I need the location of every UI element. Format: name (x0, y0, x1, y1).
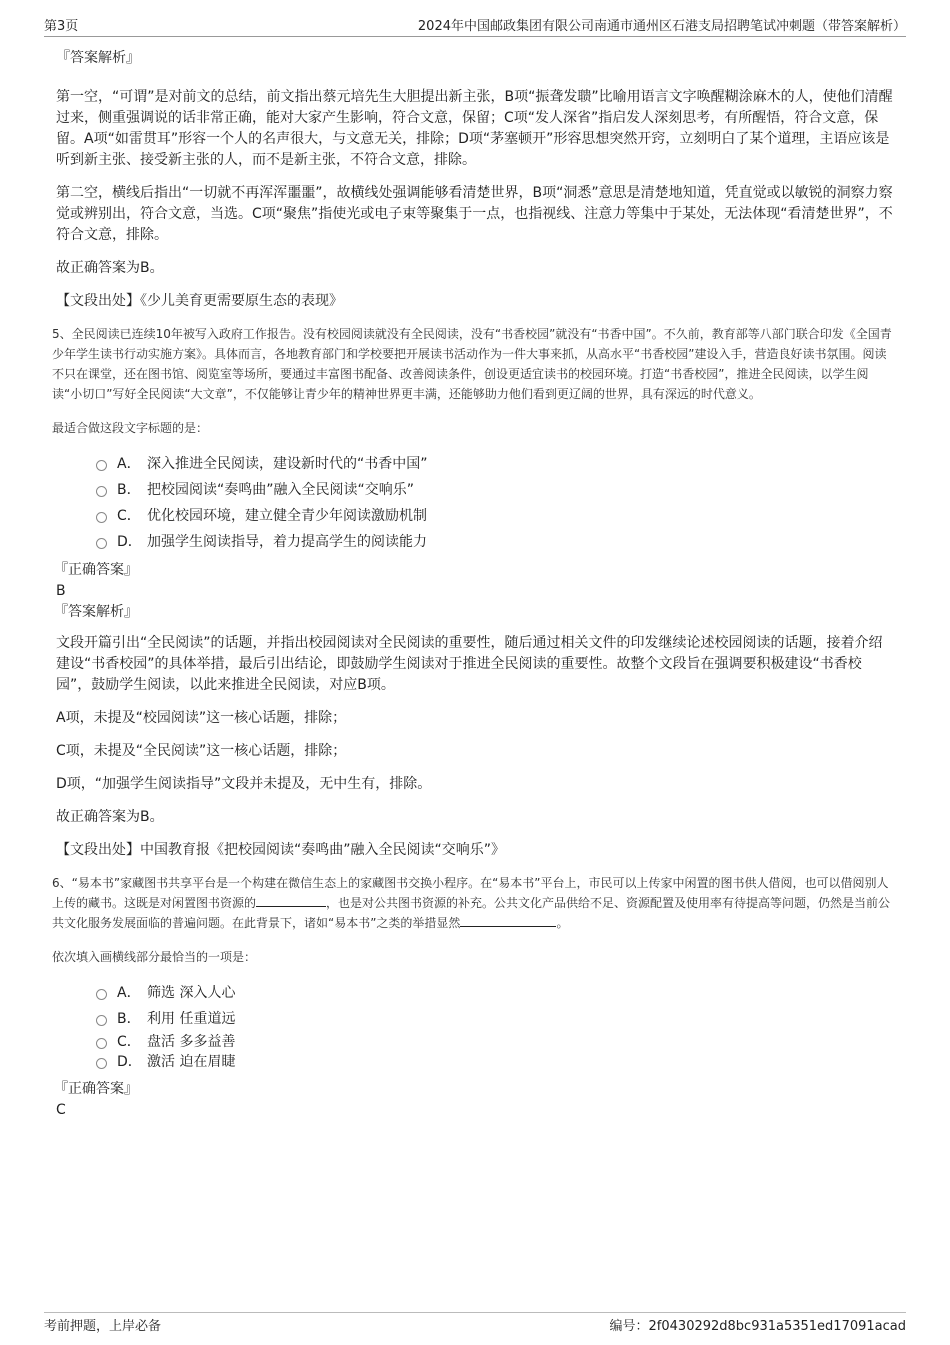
document-id: 编号：2f0430292d8bc931a5351ed17091acad (609, 1319, 906, 1334)
q5-question: 最适合做这段文字标题的是： (52, 421, 209, 435)
q6-option-c[interactable]: C． 盘活 多多益善 (96, 1031, 894, 1051)
page-number: 第3页 (44, 19, 79, 34)
q5-note-d: D项，“加强学生阅读指导”文段并未提及，无中生有，排除。 (56, 776, 432, 792)
q6-option-a[interactable]: A． 筛选 深入人心 (96, 979, 894, 1005)
q6-stem: 6、“易本书”家藏图书共享平台是一个构建在微信生态上的家藏图书交换小程序。在“易本书”平台上，市民可以上传家中闲置的图书供人借阅，也可以借阅别人上传的藏书。这既是对闲置图书资源的 ，也是对公共图书资源的补充。公共文化产品供给不足、资源配置及使用率有待提高等问题，仍然是当前公共文化服务发展面临的普遍问题。在此背景下，诸如“易本书”之类的举措显然 。 (52, 876, 891, 930)
q5-option-c[interactable]: C． 优化校园环境，建立健全青少年阅读激励机制 (96, 502, 894, 528)
q5-analysis: 文段开篇引出“全民阅读”的话题，并指出校园阅读对全民阅读的重要性，随后通过相关文件的印发继续论述校园阅读的话题，接着介绍建设“书香校园”的具体举措，最后引出结论，即鼓励学生阅读对于推进全民阅读的重要性。故整个文段旨在强调要积极建设“书香校园”，鼓励学生阅读，以此来推进全民阅读，对应B项。 (56, 635, 883, 693)
q5-answer-label: 『正确答案』 (54, 562, 138, 578)
q5-option-b[interactable]: B． 把校园阅读“奏鸣曲”融入全民阅读“交响乐” (96, 476, 894, 502)
q4-analysis-para1: 第一空，“可谓”是对前文的总结，前文指出蔡元培先生大胆提出新主张，B项“振聋发聩”比喻用语言文字唤醒糊涂麻木的人，使他们清醒过来，侧重强调说的话非常正确，能对大家产生影响，符合文意，保留；C项“发人深省”指启发人深刻思考，有所醒悟，符合文意，保留。A项“如雷贯耳”形容一个人的名声很大，与文意无关，排除；D项“茅塞顿开”形容思想突然开窍，立刻明白了某个道理，主语应该是听到新主张、接受新主张的人，而不是新主张，不符合文意，排除。 (56, 89, 893, 168)
q5-analysis-label: 『答案解析』 (54, 604, 138, 620)
radio-icon[interactable] (96, 512, 107, 523)
q6-answer-label: 『正确答案』 (54, 1081, 138, 1097)
radio-icon[interactable] (96, 538, 107, 549)
q6-options (56, 979, 894, 1071)
radio-icon[interactable] (96, 1038, 107, 1049)
q6-option-b[interactable]: B． 利用 任重道远 (96, 1005, 894, 1031)
footer-slogan: 考前押题，上岸必备 (44, 1319, 162, 1334)
q5-option-a[interactable]: A． 深入推进全民阅读，建设新时代的“书香中国” (96, 450, 894, 476)
q5-conclusion: 故正确答案为B。 (56, 809, 164, 825)
page-content (52, 40, 894, 1121)
q5-source: 【文段出处】中国教育报《把校园阅读“奏鸣曲”融入全民阅读“交响乐”》 (56, 842, 506, 858)
radio-icon[interactable] (96, 460, 107, 471)
q6-option-d[interactable]: D． 激活 迫在眉睫 (96, 1051, 894, 1071)
q5-option-d[interactable]: D． 加强学生阅读指导，着力提高学生的阅读能力 (96, 528, 894, 554)
q4-conclusion: 故正确答案为B。 (56, 260, 164, 276)
radio-icon[interactable] (96, 486, 107, 497)
page-footer (44, 1312, 906, 1334)
q6-question: 依次填入画横线部分最恰当的一项是： (52, 950, 257, 964)
q5-note-c: C项，未提及“全民阅读”这一核心话题，排除； (56, 743, 347, 759)
q5-note-a: A项，未提及“校园阅读”这一核心话题，排除； (56, 710, 347, 726)
q4-analysis-label: 『答案解析』 (56, 50, 140, 66)
radio-icon[interactable] (96, 989, 107, 1000)
radio-icon[interactable] (96, 1015, 107, 1026)
q4-analysis-para2: 第二空，横线后指出“一切就不再浑浑噩噩”，故横线处强调能够看清楚世界，B项“洞悉”意思是清楚地知道，凭直觉或以敏锐的洞察力察觉或辨别出，符合文意，当选。C项“聚焦”指使光或电子束等聚集于一点，也指视线、注意力等集中于某处，无法体现“看清楚世界”，不符合文意，排除。 (56, 185, 893, 243)
q5-options (56, 450, 894, 554)
q5-answer: B (56, 583, 66, 599)
q5-stem: 5、全民阅读已连续10年被写入政府工作报告。没有校园阅读就没有全民阅读，没有“书香校园”就没有“书香中国”。不久前，教育部等八部门联合印发《全国青少年学生读书行动实施方案》。具体而言，各地教育部门和学校要把开展读书活动作为一件大事来抓，从高水平“书香校园”建设入手，营造良好读书氛围。阅读不只在课堂，还在图书馆、阅览室等场所，要通过丰富图书配备、改善阅读条件，创设更适宜读书的校园环境。打造“书香校园”，推进全民阅读，以学生阅读“小切口”写好全民阅读“大文章”，不仅能够让青少年的精神世界更丰满，还能够助力他们看到更辽阔的世界，具有深远的时代意义。 (52, 327, 892, 401)
q6-answer: C (56, 1102, 66, 1118)
page-header (44, 14, 906, 37)
document-title: 2024年中国邮政集团有限公司南通市通州区石港支局招聘笔试冲刺题（带答案解析） (417, 19, 906, 34)
q4-source: 【文段出处】《少儿美育更需要原生态的表现》 (56, 293, 343, 309)
fill-blank-1[interactable] (256, 894, 326, 907)
fill-blank-2[interactable] (460, 914, 556, 927)
radio-icon[interactable] (96, 1058, 107, 1069)
